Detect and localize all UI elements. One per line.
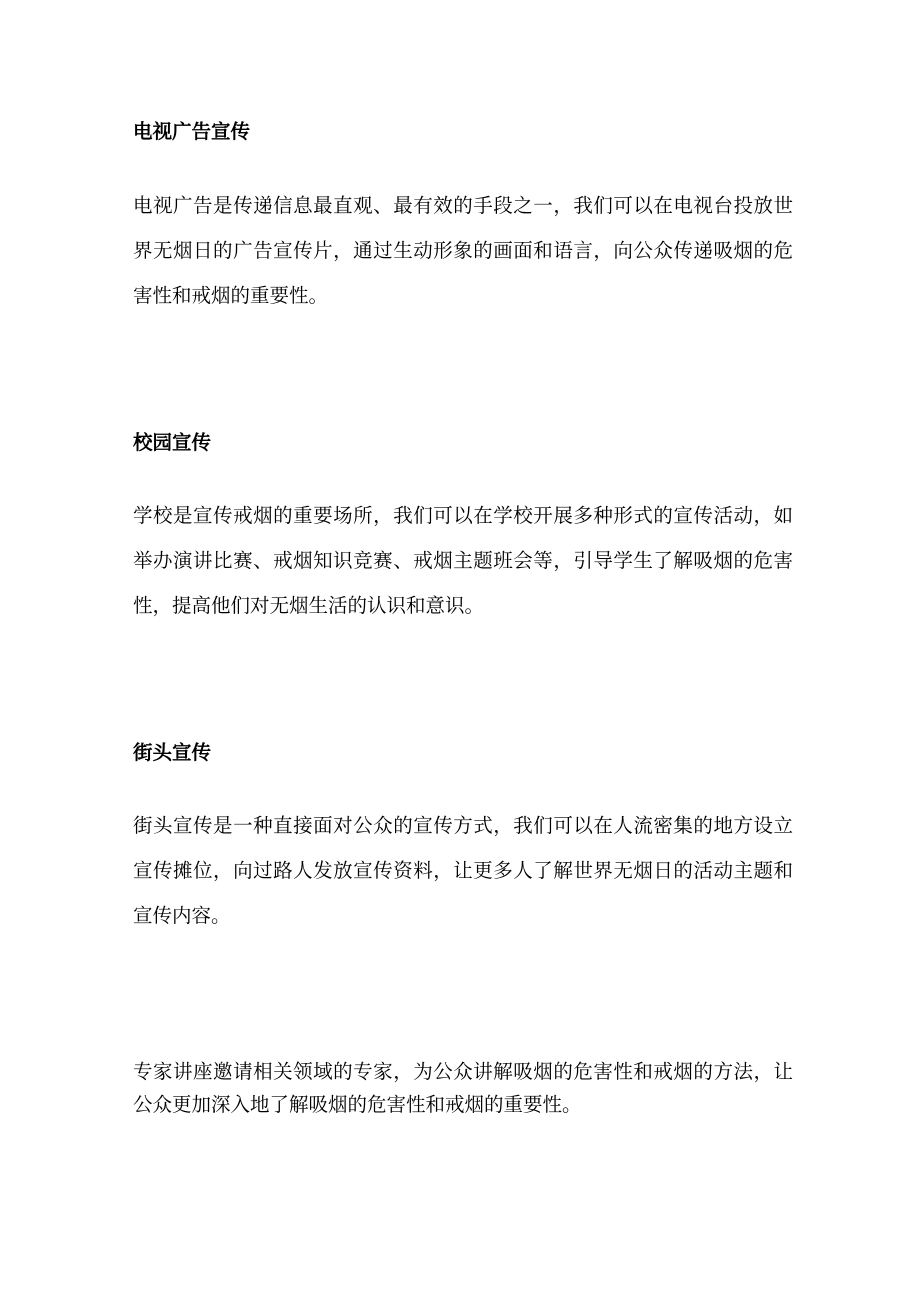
closing-paragraph: 专家讲座邀请相关领域的专家，为公众讲解吸烟的危害性和戒烟的方法，让公众更加深入地了解吸烟的危害性和戒烟的重要性。 [133, 1060, 793, 1116]
section-body-campus: 学校是宣传戒烟的重要场所，我们可以在学校开展多种形式的宣传活动，如举办演讲比赛、戒烟知识竞赛、戒烟主题班会等，引导学生了解吸烟的危害性，提高他们对无烟生活的认识和意识。 [133, 504, 793, 617]
section-heading-campus: 校园宣传 [133, 431, 212, 454]
section-body-tv-ads: 电视广告是传递信息最直观、最有效的手段之一，我们可以在电视台投放世界无烟日的广告宣传片，通过生动形象的画面和语言，向公众传递吸烟的危害性和戒烟的重要性。 [133, 194, 793, 307]
section-heading-tv-ads: 电视广告宣传 [133, 120, 251, 143]
section-body-street: 街头宣传是一种直接面对公众的宣传方式，我们可以在人流密集的地方设立宣传摊位，向过路人发放宣传资料，让更多人了解世界无烟日的活动主题和宣传内容。 [133, 814, 793, 927]
section-heading-street: 街头宣传 [133, 741, 212, 764]
